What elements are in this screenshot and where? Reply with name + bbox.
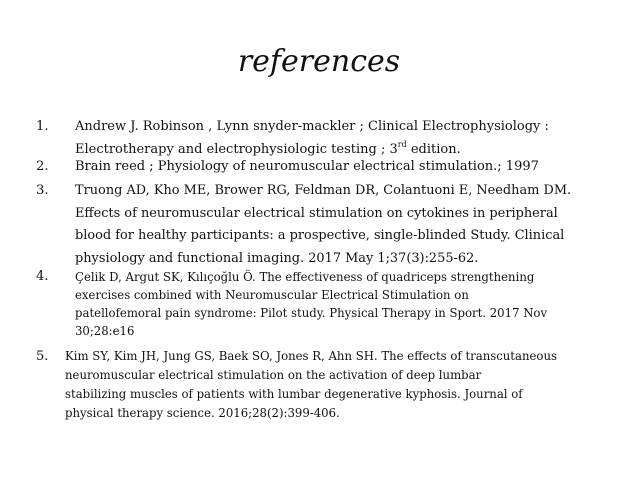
reference-text: [65, 347, 557, 423]
reference-line: Truong AD, Kho ME, Brower RG, Feldman DR, Colantuoni E, Needham DM.: [75, 183, 572, 198]
reference-line-tail: edition.: [406, 141, 461, 157]
reference-line: Andrew J. Robinson , Lynn snyder-mackler ; Clinical Electrophysiology :: [75, 119, 549, 134]
slide-title: references: [237, 44, 401, 79]
reference-number: 4.: [36, 269, 49, 284]
reference-number: 2.: [36, 159, 49, 174]
reference-item-4: [36, 268, 626, 340]
reference-item-3: [36, 180, 626, 270]
reference-line: exercises combined with Neuromuscular Electrical Stimulation on: [75, 288, 469, 302]
reference-line: physiology and functional imaging. 2017 May 1;37(3):255-62.: [75, 250, 479, 266]
reference-line: stabilizing muscles of patients with lumbar degenerative kyphosis. Journal of: [65, 387, 523, 401]
reference-text: [75, 268, 547, 340]
reference-line: Effects of neuromuscular electrical stimulation on cytokines in peripheral: [75, 205, 558, 221]
reference-text: [75, 116, 549, 161]
ordinal-superscript: rd: [397, 139, 407, 149]
reference-line: Kim SY, Kim JH, Jung GS, Baek SO, Jones R, Ahn SH. The effects of transcutaneous: [65, 349, 557, 363]
reference-line: neuromuscular electrical stimulation on the activation of deep lumbar: [65, 368, 482, 382]
reference-line: patellofemoral pain syndrome: Pilot study. Physical Therapy in Sport. 2017 Nov: [75, 306, 548, 320]
reference-line: Çelik D, Argut SK, Kılıçoğlu Ö. The effectiveness of quadriceps strengthening: [75, 270, 535, 284]
reference-line: physical therapy science. 2016;28(2):399-406.: [65, 406, 340, 420]
reference-line: 30;28:e16: [75, 324, 135, 338]
reference-text: [75, 180, 571, 270]
reference-item-2: [36, 156, 626, 180]
reference-line: Electrotherapy and electrophysiologic testing ; 3: [75, 141, 398, 157]
reference-number: 1.: [36, 119, 49, 134]
reference-text: [75, 156, 539, 179]
reference-number: 3.: [36, 183, 49, 198]
reference-line: Brain reed ; Physiology of neuromuscular electrical stimulation.; 1997: [75, 159, 539, 174]
reference-number: 5.: [36, 349, 49, 364]
reference-line: blood for healthy participants: a prospective, single-blinded Study. Clinical: [75, 228, 565, 243]
reference-item-5: [36, 347, 626, 423]
